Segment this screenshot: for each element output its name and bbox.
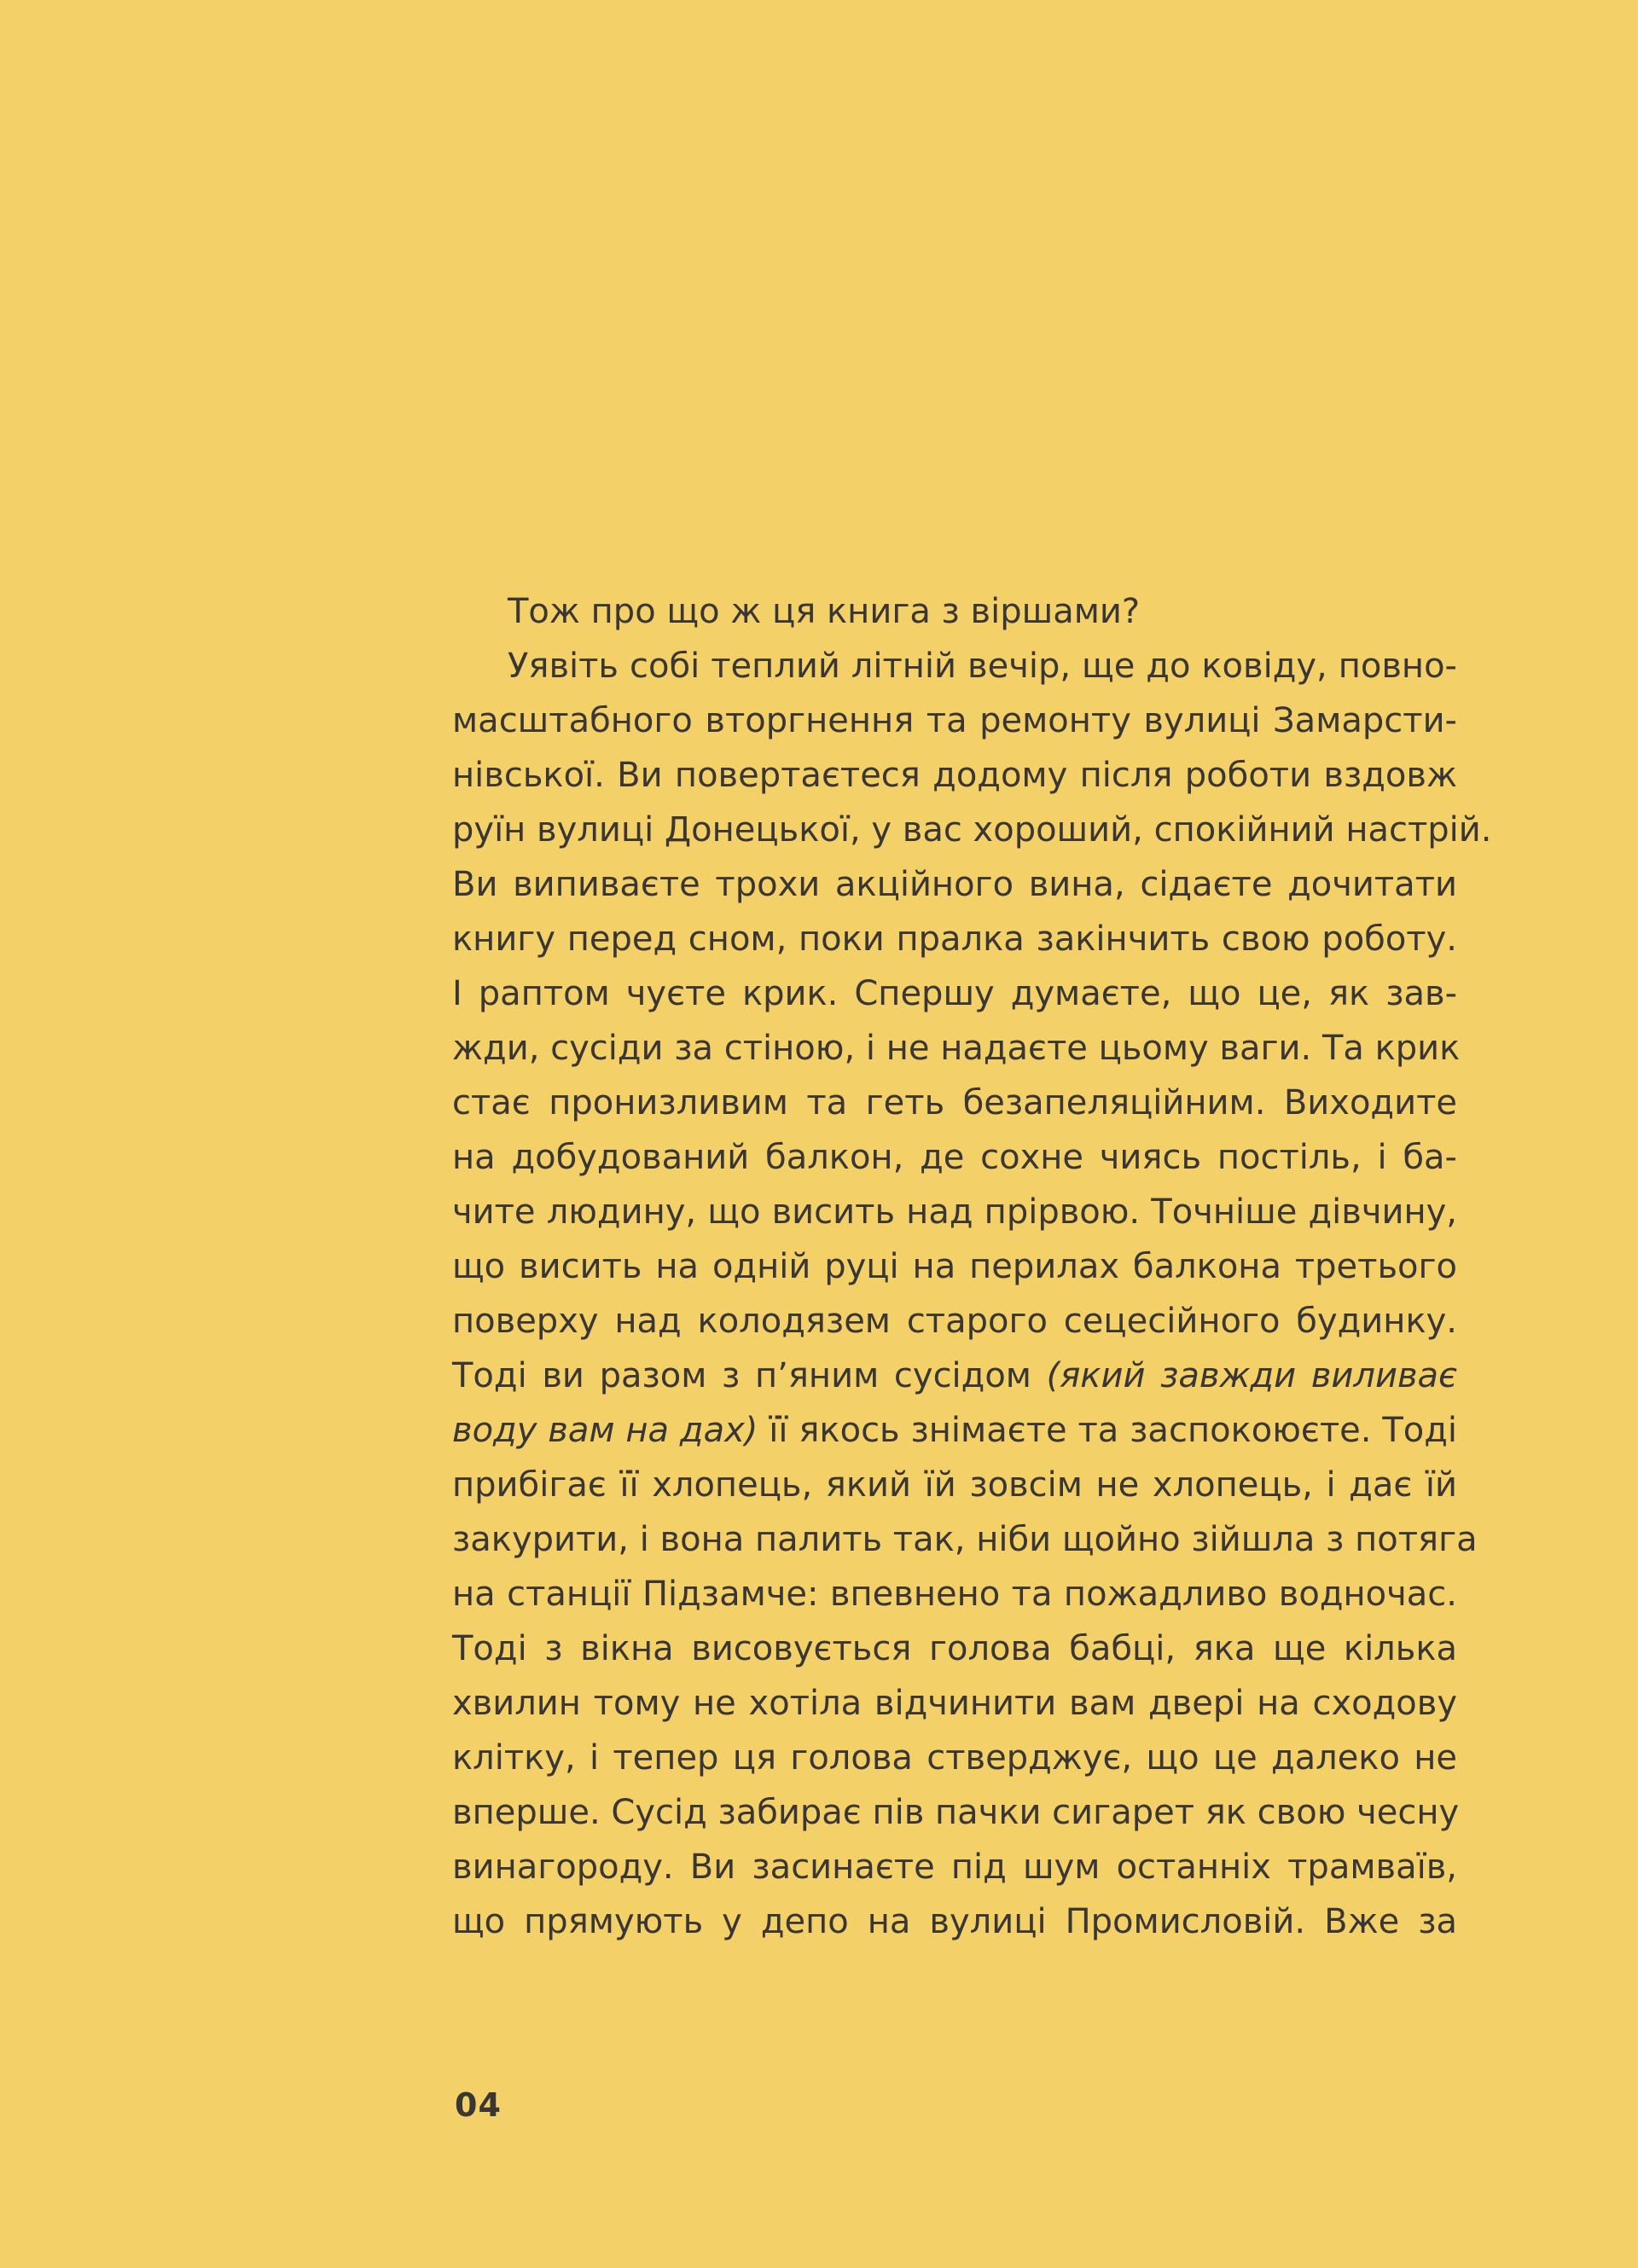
paragraph-2-line-3: нівської. Ви повертаєтеся додому після роботи вздовж (452, 756, 1457, 795)
body-text (452, 584, 1492, 1949)
paragraph-2-line-5: Ви випиваєте трохи акційного вина, сідаєте дочитати (452, 865, 1457, 904)
paragraph-2-line-20: хвилин тому не хотіла відчинити вам двері на сходову (452, 1684, 1457, 1723)
paragraph-2-line-18: на станції Підзамче: впевнено та пожадливо водночас. (452, 1575, 1457, 1614)
paragraph-2-line-9: стає пронизливим та геть безапеляційним. Виходите (452, 1083, 1457, 1122)
paragraph-2-line-8: жди, сусіди за стіною, і не надаєте цьому ваги. Та крик (452, 1029, 1461, 1068)
paragraph-2-line-13: поверху над колодязем старого сецесійного будинку. (452, 1302, 1457, 1341)
paragraph-2-line-12: що висить на одній руці на перилах балкона третього (452, 1247, 1457, 1286)
paragraph-2-line-17: закурити, і вона палить так, ніби щойно зійшла з потяга (452, 1520, 1478, 1559)
line-15-italic-text: воду вам на дах) (452, 1411, 758, 1450)
paragraph-2-line-11: чите людину, що висить над прірвою. Точніше дівчину, (452, 1192, 1457, 1232)
paragraph-2-line-23: винагороду. Ви засинаєте під шум останніх трамваїв, (452, 1847, 1457, 1887)
paragraph-2-line-4: руїн вулиці Донецької, у вас хороший, спокійний настрій. (452, 810, 1492, 850)
line-14-italic-text: (який завжди виливає (1046, 1356, 1457, 1395)
paragraph-2-line-7: І раптом чуєте крик. Спершу думаєте, що це, як зав- (452, 974, 1457, 1013)
line-15-plain-text: її якось знімаєте та заспокоюєте. Тоді (758, 1411, 1458, 1450)
line-14-plain-text: Тоді ви разом з п’яним сусідом (452, 1356, 1047, 1395)
paragraph-2-line-19: Тоді з вікна висовується голова бабці, яка ще кілька (452, 1629, 1457, 1668)
paragraph-2-line-2: масштабного вторгнення та ремонту вулиці Замарсти- (452, 701, 1457, 740)
paragraph-2-line-22: вперше. Сусід забирає пів пачки сигарет як свою чесну (452, 1793, 1460, 1832)
paragraph-2-line-24: що прямують у депо на вулиці Промисловій. Вже за (452, 1902, 1457, 1941)
paragraph-2-line-21: клітку, і тепер ця голова стверджує, що це далеко не (452, 1738, 1457, 1778)
paragraph-2-line-10: на добудований балкон, де сохне чиясь постіль, і ба- (452, 1138, 1457, 1177)
paragraph-2-line-14 (452, 1349, 1457, 1403)
paragraph-2-line-16: прибігає її хлопець, який їй зовсім не хлопець, і дає їй (452, 1465, 1457, 1505)
paragraph-2-line-1: Уявіть собі теплий літній вечір, ще до ковіду, повно- (508, 647, 1457, 686)
paragraph-2-line-6: книгу перед сном, поки пралка закінчить свою роботу. (452, 919, 1457, 959)
paragraph-2-line-15 (452, 1403, 1457, 1458)
page-number: 04 (455, 2086, 502, 2124)
paragraph-1-line: Тож про що ж ця книга з віршами? (508, 592, 1141, 631)
